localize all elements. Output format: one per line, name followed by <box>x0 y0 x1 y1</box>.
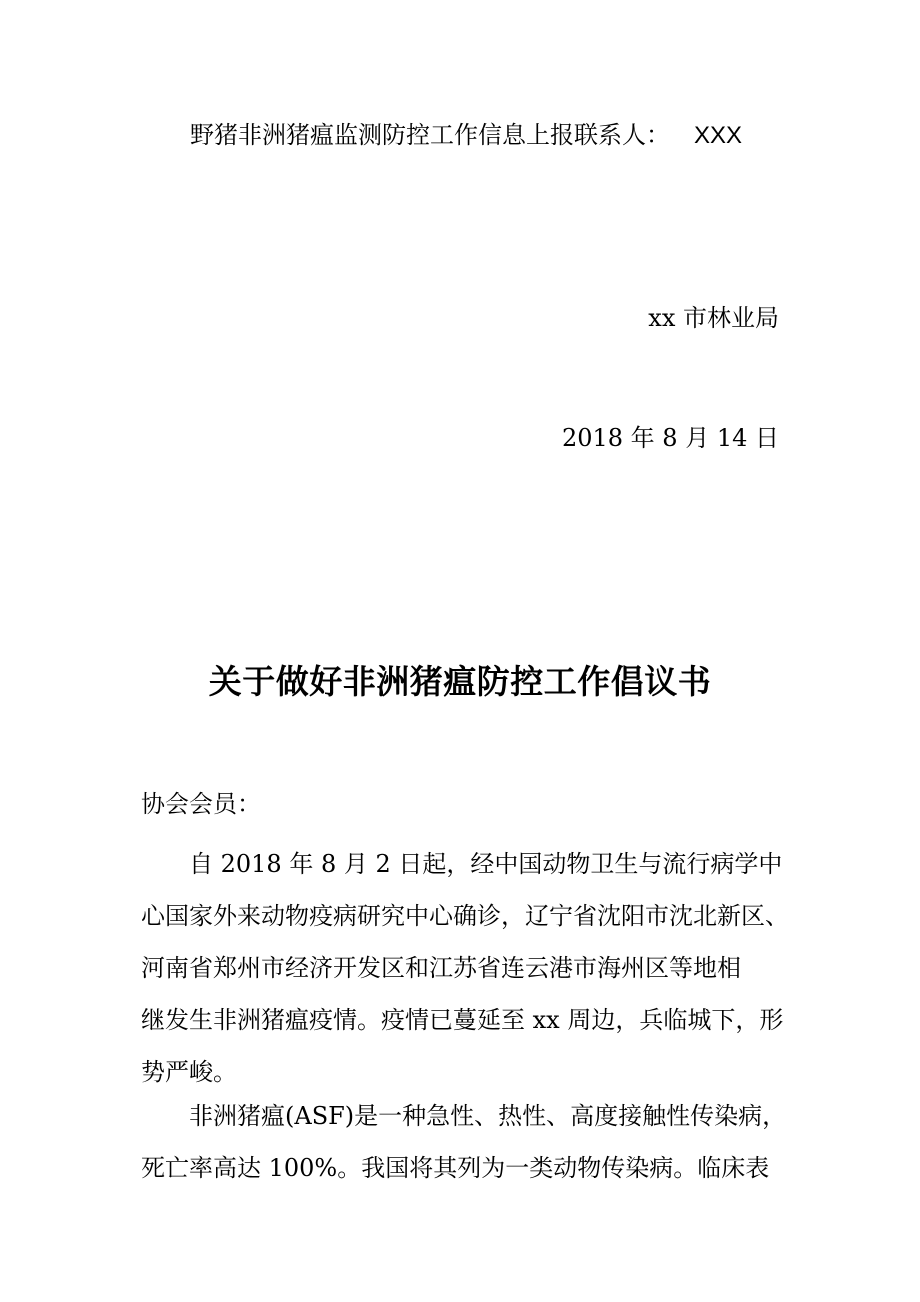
contact-label: 野猪非洲猪瘟监测防控工作信息上报联系人： <box>190 121 670 149</box>
paragraph-line: 死亡率高达 100%。我国将其列为一类动物传染病。临床表 <box>141 1154 770 1182</box>
paragraph-line: 继发生非洲猪瘟疫情。疫情已蔓延至 xx 周边，兵临城下，形 <box>141 1006 784 1034</box>
contact-name: XXX <box>694 122 743 149</box>
issue-date: 2018 年 8 月 14 日 <box>561 424 779 452</box>
paragraph-1 <box>141 838 789 1098</box>
paragraph-line: 自 2018 年 8 月 2 日起，经中国动物卫生与流行病学中 <box>189 850 783 878</box>
salutation: 协会会员： <box>141 790 261 818</box>
paragraph-line: 非洲猪瘟(ASF)是一种急性、热性、高度接触性传染病， <box>189 1102 787 1130</box>
paragraph-line: 河南省郑州市经济开发区和江苏省连云港市海州区等地相 <box>141 954 741 982</box>
paragraph-2 <box>141 1090 787 1194</box>
paragraph-line: 势严峻。 <box>141 1058 237 1086</box>
document-title: 关于做好非洲猪瘟防控工作倡议书 <box>208 662 712 701</box>
contact-line <box>190 120 742 151</box>
issuing-organization: xx 市林业局 <box>648 304 779 332</box>
paragraph-line: 心国家外来动物疫病研究中心确诊，辽宁省沈阳市沈北新区、 <box>141 902 789 930</box>
